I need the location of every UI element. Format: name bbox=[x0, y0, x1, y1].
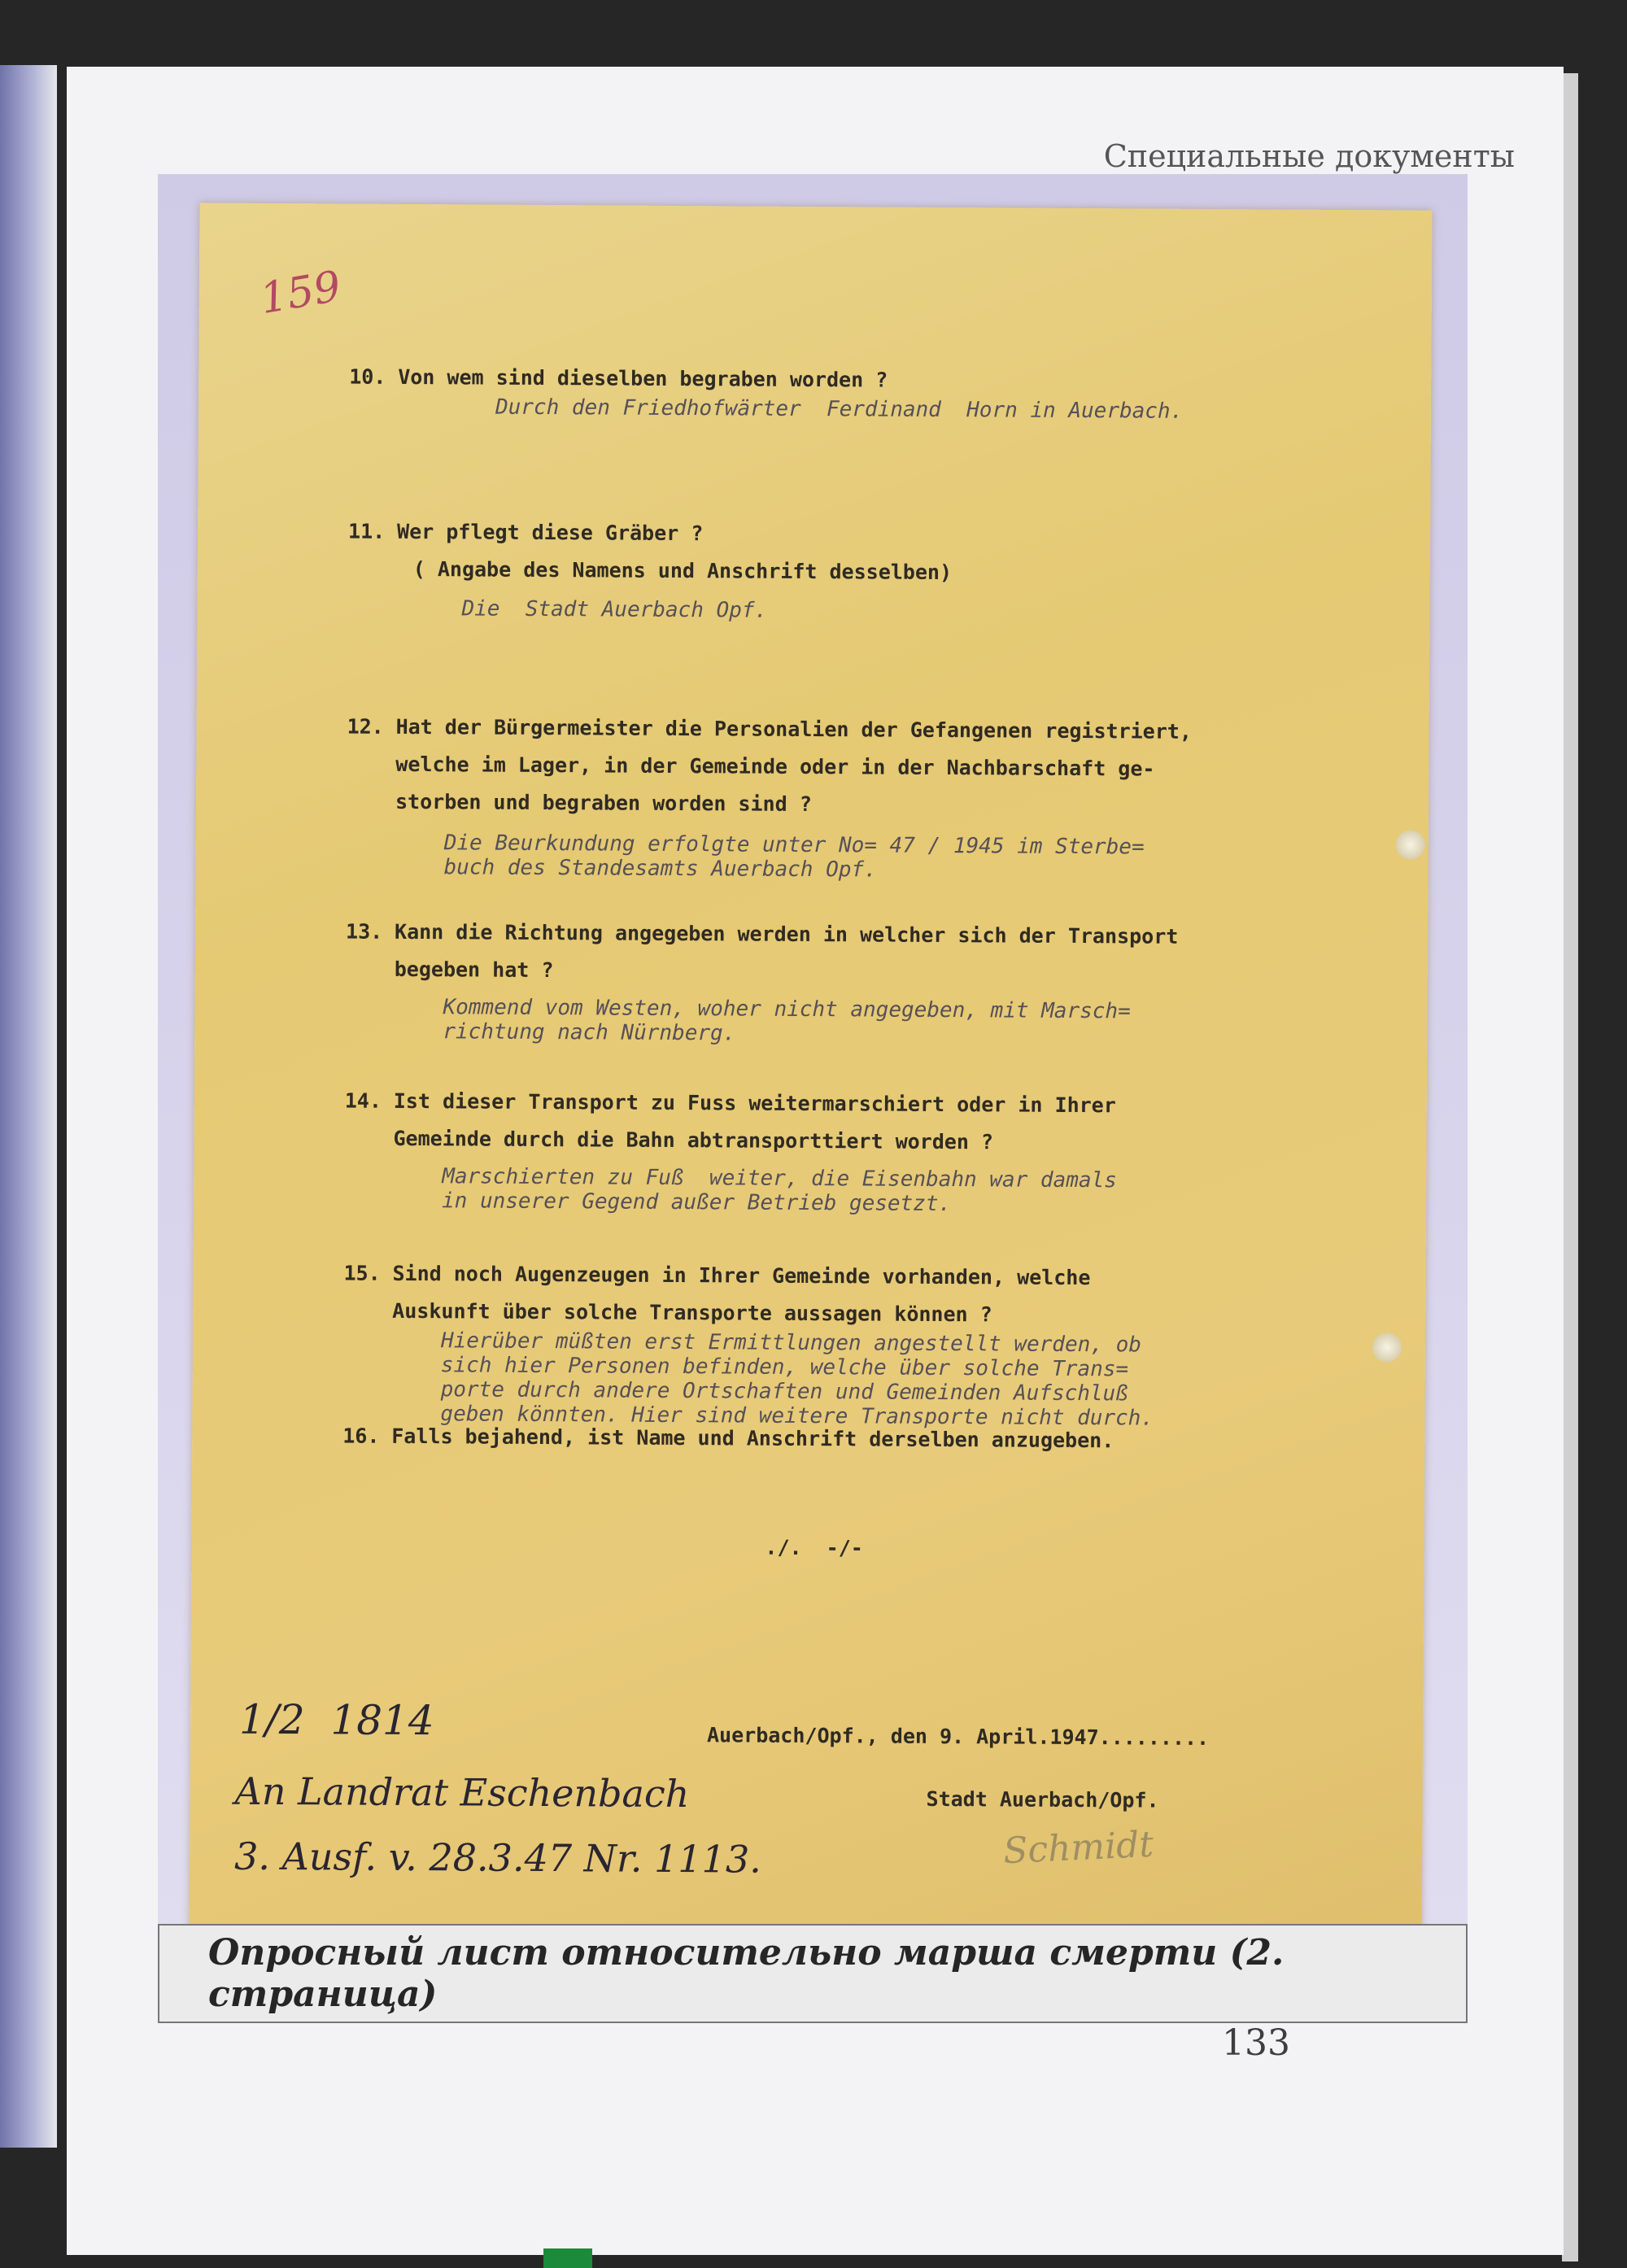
question-13-text: Kann die Richtung angegeben werden in welcher sich der Transport bbox=[394, 919, 1179, 949]
question-15-number: 15. bbox=[343, 1261, 381, 1285]
punch-hole bbox=[1396, 830, 1425, 859]
question-15-text-2: Auskunft über solche Transporte aussagen können ? bbox=[392, 1298, 992, 1327]
question-10-number: 10. bbox=[349, 364, 386, 389]
document-frame bbox=[158, 174, 1468, 2015]
question-12-text-2: welche im Lager, in der Gemeinde oder in der Nachbarschaft ge- bbox=[395, 752, 1155, 781]
question-13-number: 13. bbox=[345, 919, 383, 944]
answer-13-line-2: richtung nach Nürnberg. bbox=[443, 1019, 736, 1046]
question-11-text: Wer pflegt diese Gräber ? bbox=[396, 519, 704, 546]
question-14-number: 14. bbox=[344, 1088, 382, 1113]
place-and-date: Auerbach/Opf., den 9. April.1947......... bbox=[706, 1723, 1210, 1751]
caption-box bbox=[158, 1932, 1468, 2015]
question-14-text: Ist dieser Transport zu Fuss weitermarschiert oder in Ihrer bbox=[393, 1088, 1116, 1118]
question-15-text: Sind noch Augenzeugen in Ihrer Gemeinde vorhanden, welche bbox=[392, 1261, 1091, 1290]
answer-16: ./. -/- bbox=[765, 1535, 863, 1560]
question-16-number: 16. bbox=[342, 1424, 380, 1448]
question-12-text: Hat der Bürgermeister die Personalien der Gefangenen registriert, bbox=[395, 714, 1193, 744]
answer-10: Durch den Friedhofwärter Ferdinand Horn in Auerbach. bbox=[495, 395, 1184, 424]
figure-caption: Опросный лист относительно марша смерти (2. страница) bbox=[158, 1924, 1468, 2023]
answer-15-line-2: sich hier Personen befinden, welche über solche Trans= bbox=[440, 1353, 1129, 1382]
answer-15-line-1: Hierüber müßten erst Ermittlungen angestellt werden, ob bbox=[440, 1328, 1142, 1358]
signature: Schmidt bbox=[1002, 1823, 1155, 1873]
question-16-text: Falls bejahend, ist Name und Anschrift derselben anzugeben. bbox=[391, 1424, 1114, 1453]
question-14-text-2: Gemeinde durch die Bahn abtransporttiert worden ? bbox=[393, 1126, 994, 1154]
question-10-text: Von wem sind dieselben begraben worden ? bbox=[398, 364, 888, 392]
punch-hole bbox=[1372, 1332, 1402, 1362]
answer-12-line-1: Die Beurkundung erfolgte unter No= 47 / 1945 im Sterbe= bbox=[443, 831, 1145, 860]
question-12-text-3: storben und begraben worden sind ? bbox=[395, 789, 812, 817]
handnote-line-2: An Landrat Eschenbach bbox=[234, 1769, 690, 1817]
sender-city: Stadt Auerbach/Opf. bbox=[926, 1786, 1159, 1812]
question-11-text-2: ( Angabe des Namens und Anschrift desselben) bbox=[412, 557, 953, 585]
question-11-number: 11. bbox=[347, 519, 386, 543]
page-edge bbox=[1562, 73, 1578, 2261]
question-12-number: 12. bbox=[347, 714, 384, 739]
page-number: 133 bbox=[1222, 2022, 1290, 2064]
answer-13-line-1: Kommend vom Westen, woher nicht angegeben, mit Marsch= bbox=[443, 995, 1131, 1024]
answer-15-line-4: geben könnten. Hier sind weitere Transporte nicht durch. bbox=[440, 1402, 1154, 1431]
question-13-text-2: begeben hat ? bbox=[394, 957, 554, 983]
running-head: Специальные документы bbox=[1103, 138, 1515, 174]
book-page bbox=[67, 67, 1564, 2255]
answer-11: Die Stadt Auerbach Opf. bbox=[461, 596, 768, 623]
bookmark-tab bbox=[543, 2248, 592, 2268]
left-facing-page bbox=[0, 65, 57, 2148]
archive-number: 159 bbox=[256, 262, 345, 325]
scanned-questionnaire bbox=[189, 203, 1432, 1951]
answer-14-line-2: in unserer Gegend außer Betrieb gesetzt. bbox=[441, 1189, 952, 1217]
answer-12-line-2: buch des Standesamts Auerbach Opf. bbox=[443, 855, 877, 883]
answer-14-line-1: Marschierten zu Fuß weiter, die Eisenbahn war damals bbox=[442, 1164, 1117, 1193]
handnote-line-3: 3. Ausf. v. 28.3.47 Nr. 1113. bbox=[233, 1834, 761, 1882]
handnote-line-1: 1/2 1814 bbox=[238, 1695, 434, 1745]
answer-15-line-3: porte durch andere Ortschaften und Gemeinden Aufschluß bbox=[440, 1377, 1129, 1407]
